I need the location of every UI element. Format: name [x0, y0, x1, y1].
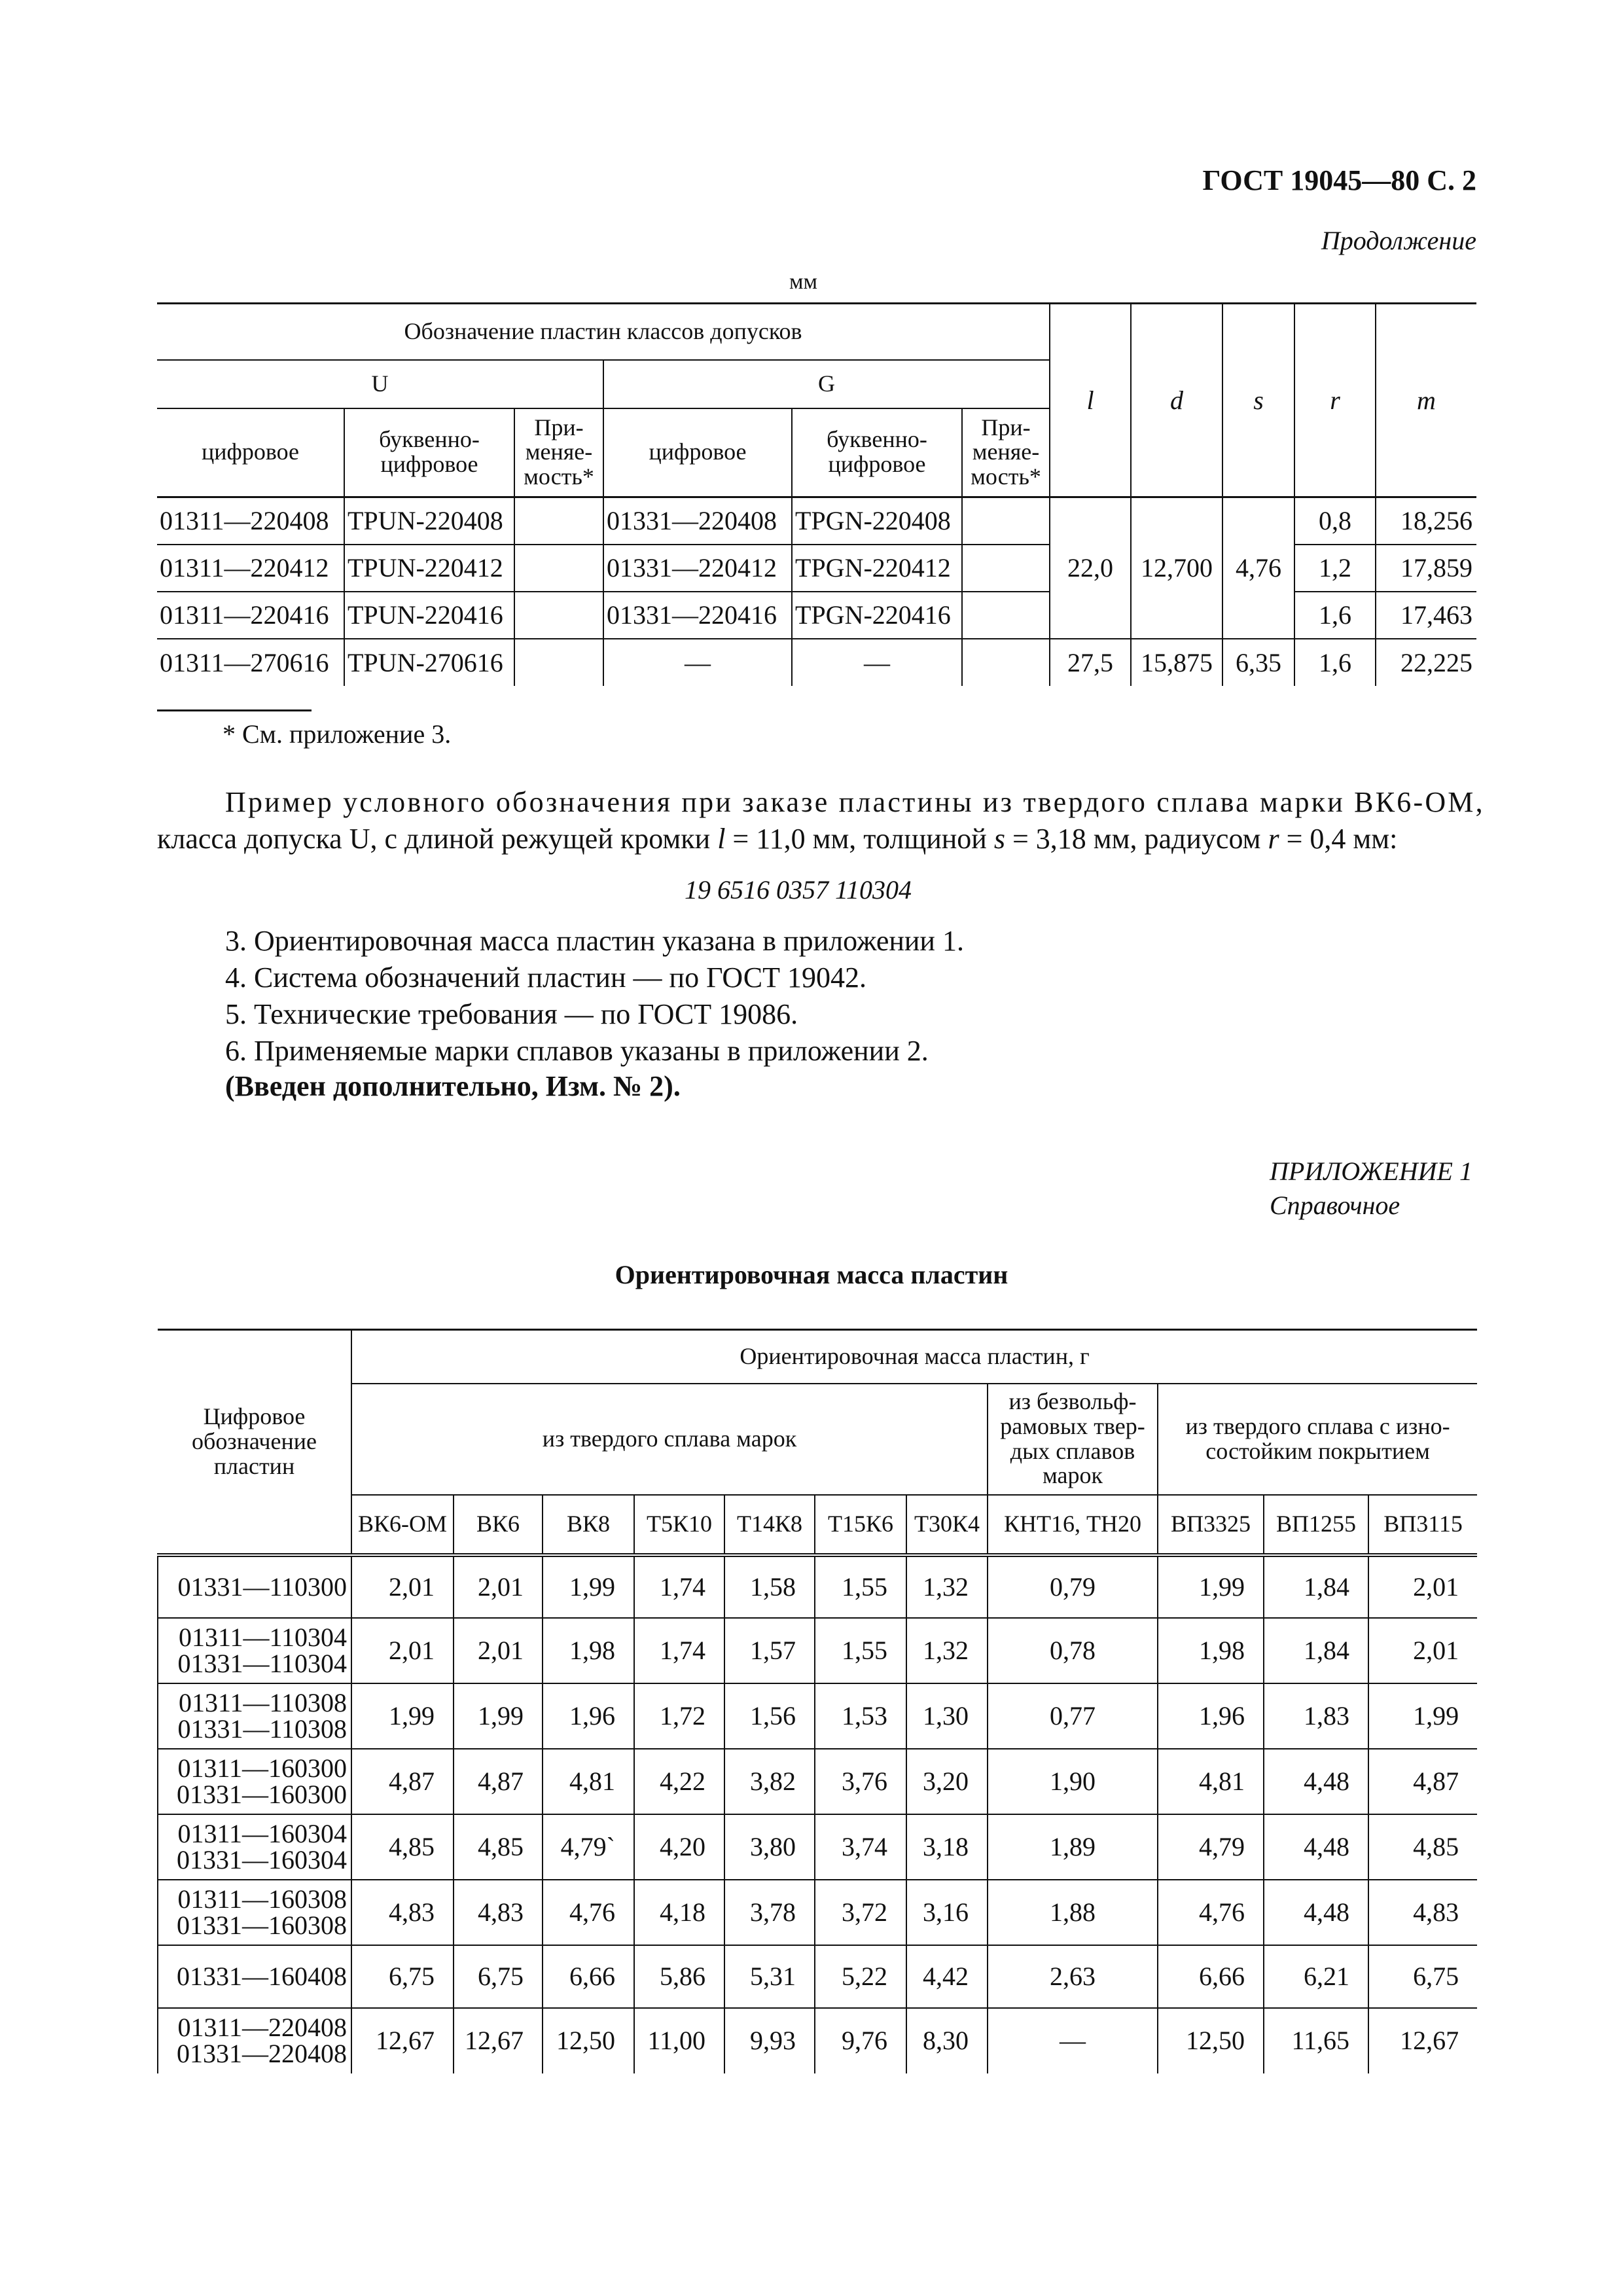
grade-header: ВП1255 [1264, 1495, 1368, 1555]
table-row [158, 1945, 1477, 2008]
designation-cell: 01331—160408 [158, 1945, 351, 2008]
s-cell: 6,35 [1222, 639, 1294, 686]
grade-header: ВП3325 [1158, 1495, 1264, 1555]
designation-cell: 01311—110304 01331—110304 [158, 1618, 351, 1683]
mass-value-cell: 4,20 [634, 1814, 724, 1880]
page-header: ГОСТ 19045—80 С. 2 [1202, 164, 1476, 196]
mass-value-cell: 3,16 [906, 1880, 988, 1945]
mass-value-cell: 12,50 [543, 2008, 634, 2073]
mass-value-cell: 4,83 [351, 1880, 454, 1945]
r-cell: 0,8 [1294, 497, 1376, 545]
mass-value-cell: 4,48 [1264, 1749, 1368, 1814]
mass-value-cell: 2,01 [351, 1555, 454, 1618]
mass-value-cell: 3,20 [906, 1749, 988, 1814]
mass-value-cell: 12,67 [1400, 2026, 1459, 2055]
u-applicability-cell [514, 497, 603, 545]
l-cell: 27,5 [1050, 639, 1131, 686]
grade-header: КНТ16, ТН20 [988, 1495, 1158, 1555]
mass-value-cell: 1,88 [988, 1880, 1158, 1945]
grade-header: Т5К10 [634, 1495, 724, 1555]
mass-value-cell: 6,66 [1158, 1945, 1264, 2008]
r-cell: 1,6 [1294, 639, 1376, 686]
u-numeric-cell: 01311—220416 [157, 592, 344, 639]
u-alnum-cell: TPUN-220412 [344, 545, 514, 592]
mass-value-cell: 1,84 [1264, 1618, 1368, 1683]
mass-value-cell: 3,72 [815, 1880, 906, 1945]
g-alnum-cell: TPGN-220416 [792, 592, 962, 639]
col-r-header: r [1294, 304, 1376, 497]
mass-value-cell: 3,80 [724, 1814, 815, 1880]
mass-value-cell: 0,78 [988, 1618, 1158, 1683]
mass-value-cell: 4,22 [634, 1749, 724, 1814]
g-numeric-cell: 01331—220408 [603, 497, 792, 545]
footnote-divider [157, 709, 312, 711]
mass-value-cell: 1,96 [1158, 1683, 1264, 1749]
mass-value-cell: 2,01 [1368, 1555, 1477, 1618]
r-cell: 1,6 [1294, 592, 1376, 639]
mass-value-cell: 4,85 [1368, 1814, 1477, 1880]
mass-value-cell: 1,99 [543, 1555, 634, 1618]
mass-value-cell: 6,66 [543, 1945, 634, 2008]
mass-value-cell: 11,65 [1264, 2008, 1368, 2073]
mass-value-cell: 4,79` [543, 1814, 634, 1880]
g-applicability-cell [962, 639, 1050, 686]
mass-value-cell: 4,87 [454, 1749, 543, 1814]
mass-value-cell: 9,93 [724, 2008, 815, 2073]
d-cell: 15,875 [1131, 639, 1222, 686]
continuation-label: Продолжение [1321, 226, 1476, 255]
table-row [158, 1618, 1477, 1683]
mass-value-cell: 5,31 [724, 1945, 815, 2008]
mass-value-cell: 4,42 [906, 1945, 988, 2008]
mass-value-cell: 6,21 [1264, 1945, 1368, 2008]
u-applicability-header: При- меняе- мость* [514, 408, 603, 497]
mass-value-cell: 4,87 [1368, 1749, 1477, 1814]
plates-dimensions-table [157, 302, 1476, 686]
g-alnum-cell: — [792, 639, 962, 686]
u-alnum-cell: TPUN-270616 [344, 639, 514, 686]
example-line-2: класса допуска U, с длиной режущей кромки l = 11,0 мм, толщиной s = 3,18 мм, радиусом r = 0,4 мм: [157, 823, 1398, 855]
mass-value-cell: 1,74 [634, 1555, 724, 1618]
mass-value-cell: 1,58 [724, 1555, 815, 1618]
mass-value-cell: 2,01 [454, 1555, 543, 1618]
designation-header: Цифровое обозначение пластин [158, 1330, 351, 1555]
list-item: 3. Ориентировочная масса пластин указана в приложении 1. [225, 925, 964, 957]
class-u-header: U [157, 360, 603, 408]
grade-header: ВК8 [543, 1495, 634, 1555]
designation-cell: 01311—160300 01331—160300 [158, 1749, 351, 1814]
table-row [157, 639, 1476, 686]
mass-value-cell: 11,00 [634, 2008, 724, 2073]
mass-value-cell: 12,67 [351, 2008, 454, 2073]
g-applicability-cell [962, 592, 1050, 639]
mass-value-cell: 9,76 [815, 2008, 906, 2073]
mass-value-cell: 3,76 [815, 1749, 906, 1814]
mass-value-cell: 6,75 [1368, 1945, 1477, 2008]
mass-value-cell: 4,79 [1158, 1814, 1264, 1880]
hard-alloy-group-header: из твердого сплава марок [351, 1384, 988, 1495]
g-alnum-cell: TPGN-220412 [792, 545, 962, 592]
mass-value-cell: 4,18 [634, 1880, 724, 1945]
designation-group-header: Обозначение пластин классов допусков [157, 304, 1050, 360]
appendix-subtitle: Справочное [1270, 1191, 1400, 1220]
appendix-title: Ориентировочная масса пластин [615, 1260, 1008, 1289]
plates-mass-table [157, 1329, 1477, 2073]
mass-value-cell: 1,56 [724, 1683, 815, 1749]
u-numeric-cell: 01311—270616 [157, 639, 344, 686]
table1-unit: мм [789, 270, 818, 294]
mass-value-cell: 2,01 [1368, 1618, 1477, 1683]
mass-value-cell: 2,63 [988, 1945, 1158, 2008]
mass-value-cell: 3,82 [724, 1749, 815, 1814]
mass-value-cell: 1,32 [906, 1555, 988, 1618]
mass-value-cell: 6,75 [454, 1945, 543, 2008]
g-numeric-header: цифровое [603, 408, 792, 497]
col-d-header: d [1131, 304, 1222, 497]
footnote: * См. приложение 3. [223, 719, 452, 749]
mass-value-cell: 1,99 [454, 1683, 543, 1749]
tungsten-free-group-header: из безвольф- рамовых твер- дых сплавов марок [988, 1384, 1158, 1495]
u-applicability-cell [514, 545, 603, 592]
g-numeric-cell: 01331—220412 [603, 545, 792, 592]
class-g-header: G [603, 360, 1050, 408]
list-item: 5. Технические требования — по ГОСТ 19086. [225, 998, 798, 1030]
coated-group-header: из твердого сплава с изно- состойким покрытием [1158, 1384, 1477, 1495]
mass-value-cell: 1,83 [1264, 1683, 1368, 1749]
col-m-header: m [1376, 304, 1476, 497]
u-numeric-cell: 01311—220408 [157, 497, 344, 545]
mass-value-cell: 0,77 [988, 1683, 1158, 1749]
mass-value-cell: 1,74 [634, 1618, 724, 1683]
mass-value-cell: 1,96 [543, 1683, 634, 1749]
mass-value-cell: 1,57 [724, 1618, 815, 1683]
mass-value-cell: 0,79 [988, 1555, 1158, 1618]
u-alnum-header: буквенно- цифровое [344, 408, 514, 497]
u-applicability-cell [514, 639, 603, 686]
mass-value-cell: 1,55 [815, 1618, 906, 1683]
mass-value-cell: 4,76 [543, 1880, 634, 1945]
l-cell: 22,0 [1050, 497, 1131, 639]
mass-value-cell: 4,87 [351, 1749, 454, 1814]
d-cell: 12,700 [1131, 497, 1222, 639]
s-cell: 4,76 [1222, 497, 1294, 639]
u-alnum-cell: TPUN-220416 [344, 592, 514, 639]
mass-value-cell: 1,98 [543, 1618, 634, 1683]
mass-value-cell: 2,01 [454, 1618, 543, 1683]
grade-header: Т15К6 [815, 1495, 906, 1555]
mass-value-cell: 12,50 [1158, 2008, 1264, 2073]
table-row [158, 1749, 1477, 1814]
u-numeric-header: цифровое [157, 408, 344, 497]
m-cell: 17,859 [1376, 545, 1476, 592]
g-numeric-cell: — [603, 639, 792, 686]
mass-value-cell: 1,84 [1264, 1555, 1368, 1618]
mass-value-cell: 1,90 [988, 1749, 1158, 1814]
mass-value-cell: 8,30 [906, 2008, 988, 2073]
r-cell: 1,2 [1294, 545, 1376, 592]
example-code: 19 6516 0357 110304 [685, 875, 912, 905]
g-applicability-cell [962, 545, 1050, 592]
mass-value-cell: 1,98 [1158, 1618, 1264, 1683]
g-applicability-cell [962, 497, 1050, 545]
example-line-1: Пример условного обозначения при заказе пластины из твердого сплава марки ВК6-ОМ, [225, 786, 1485, 818]
col-s-header: s [1222, 304, 1294, 497]
mass-value-cell: 3,18 [906, 1814, 988, 1880]
mass-value-cell: 12,67 [454, 2008, 543, 2073]
mass-value-cell: 2,01 [351, 1618, 454, 1683]
mass-value-cell: 3,78 [724, 1880, 815, 1945]
grade-header: ВК6 [454, 1495, 543, 1555]
appendix-label: ПРИЛОЖЕНИЕ 1 [1270, 1157, 1472, 1186]
mass-value-cell: 1,53 [815, 1683, 906, 1749]
table-row [158, 1555, 1477, 1618]
mass-value-cell: 4,76 [1158, 1880, 1264, 1945]
mass-value-cell: 1,30 [906, 1683, 988, 1749]
mass-value-cell: 1,99 [1368, 1683, 1477, 1749]
grade-header: ВК6-ОМ [351, 1495, 454, 1555]
table-row [158, 1683, 1477, 1749]
mass-value-cell: 4,83 [454, 1880, 543, 1945]
col-l-header: l [1050, 304, 1131, 497]
table-row [157, 497, 1476, 545]
mass-value-cell: 4,83 [1368, 1880, 1477, 1945]
list-item: 4. Система обозначений пластин — по ГОСТ 19042. [225, 961, 866, 994]
mass-value-cell: 1,89 [988, 1814, 1158, 1880]
amendment-note: (Введен дополнительно, Изм. № 2). [225, 1070, 681, 1102]
mass-value-cell: 3,74 [815, 1814, 906, 1880]
mass-value-cell: 1,99 [351, 1683, 454, 1749]
table-row [158, 1880, 1477, 1945]
table-row [158, 2008, 1477, 2073]
mass-value-cell: 5,86 [634, 1945, 724, 2008]
mass-value-cell: 1,99 [1158, 1555, 1264, 1618]
mass-value-cell: 1,55 [815, 1555, 906, 1618]
u-applicability-cell [514, 592, 603, 639]
mass-value-cell: 1,72 [634, 1683, 724, 1749]
designation-cell: 01311—160308 01331—160308 [158, 1880, 351, 1945]
designation-cell: 01331—110300 [158, 1555, 351, 1618]
g-alnum-header: буквенно- цифровое [792, 408, 962, 497]
mass-value-cell: 4,48 [1264, 1814, 1368, 1880]
mass-table-body [158, 1555, 1477, 2073]
g-numeric-cell: 01331—220416 [603, 592, 792, 639]
mass-value-cell: 4,48 [1264, 1880, 1368, 1945]
m-cell: 22,225 [1400, 647, 1472, 677]
grade-header: Т14К8 [724, 1495, 815, 1555]
m-cell: 18,256 [1376, 497, 1476, 545]
mass-value-cell: 6,75 [351, 1945, 454, 2008]
g-alnum-cell: TPGN-220408 [792, 497, 962, 545]
mass-value-cell: 5,22 [815, 1945, 906, 2008]
designation-cell: 01311—110308 01331—110308 [158, 1683, 351, 1749]
mass-header: Ориентировочная масса пластин, г [351, 1330, 1477, 1384]
mass-value-cell: 1,32 [906, 1618, 988, 1683]
designation-cell: 01311—160304 01331—160304 [158, 1814, 351, 1880]
mass-value-cell: 4,81 [543, 1749, 634, 1814]
table-row [158, 1814, 1477, 1880]
u-numeric-cell: 01311—220412 [157, 545, 344, 592]
designation-cell: 01311—220408 01331—220408 [158, 2008, 351, 2073]
m-cell: 17,463 [1376, 592, 1476, 639]
list-item: 6. Применяемые марки сплавов указаны в приложении 2. [225, 1035, 929, 1067]
mass-value-cell: 4,81 [1158, 1749, 1264, 1814]
mass-value-cell: 4,85 [351, 1814, 454, 1880]
grade-header: ВП3115 [1368, 1495, 1477, 1555]
mass-value-cell: — [988, 2008, 1158, 2073]
g-applicability-header: При- меняе- мость* [962, 408, 1050, 497]
mass-value-cell: 4,85 [454, 1814, 543, 1880]
u-alnum-cell: TPUN-220408 [344, 497, 514, 545]
grade-header: Т30К4 [906, 1495, 988, 1555]
